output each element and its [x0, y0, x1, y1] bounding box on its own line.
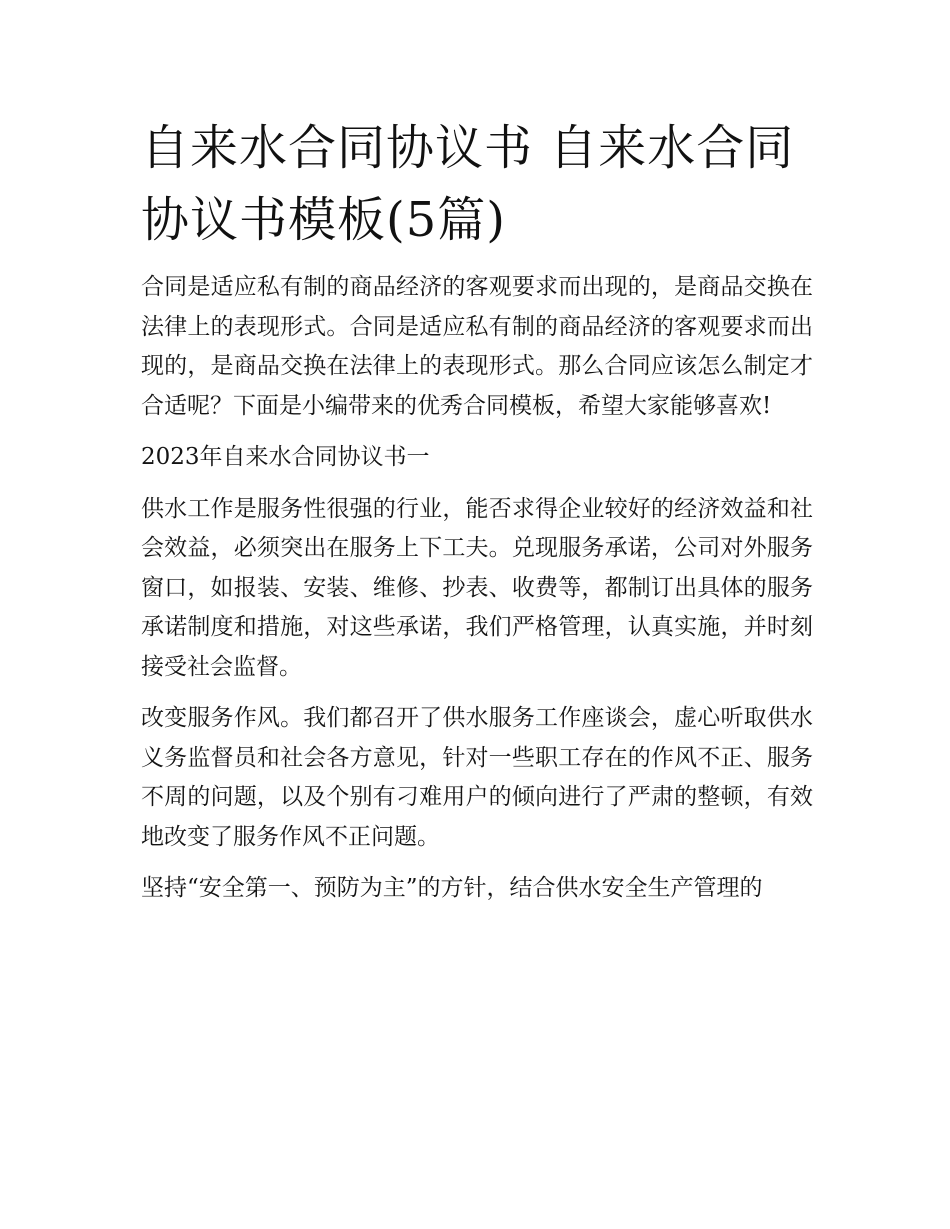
body-paragraph-style: 改变服务作风。我们都召开了供水服务工作座谈会，虚心听取供水义务监督员和社会各方意见，针对一些职工存在的作风不正、服务不周的问题，以及个别有刁难用户的倾向进行了严肃的整顿，有效地改变了服务作风不正问题。	[141, 705, 813, 850]
body-paragraph-service: 供水工作是服务性很强的行业，能否求得企业较好的经济效益和社会效益，必须突出在服务上下工夫。兑现服务承诺，公司对外服务窗口，如报装、安装、维修、抄表、收费等，都制订出具体的服务承诺制度和措施，对这些承诺，我们严格管理，认真实施，并时刻接受社会监督。	[141, 495, 813, 680]
body-paragraph-safety: 坚持“安全第一、预防为主”的方针，结合供水安全生产管理的	[141, 875, 763, 901]
document-body	[141, 112, 813, 909]
section-heading: 2023年自来水合同协议书一	[141, 444, 430, 470]
intro-paragraph: 合同是适应私有制的商品经济的客观要求而出现的，是商品交换在法律上的表现形式。合同是适应私有制的商品经济的客观要求而出现的，是商品交换在法律上的表现形式。那么合同应该怎么制定才合适呢？下面是小编带来的优秀合同模板，希望大家能够喜欢!	[141, 274, 813, 419]
document-title: 自来水合同协议书 自来水合同协议书模板(5篇)	[141, 120, 795, 248]
